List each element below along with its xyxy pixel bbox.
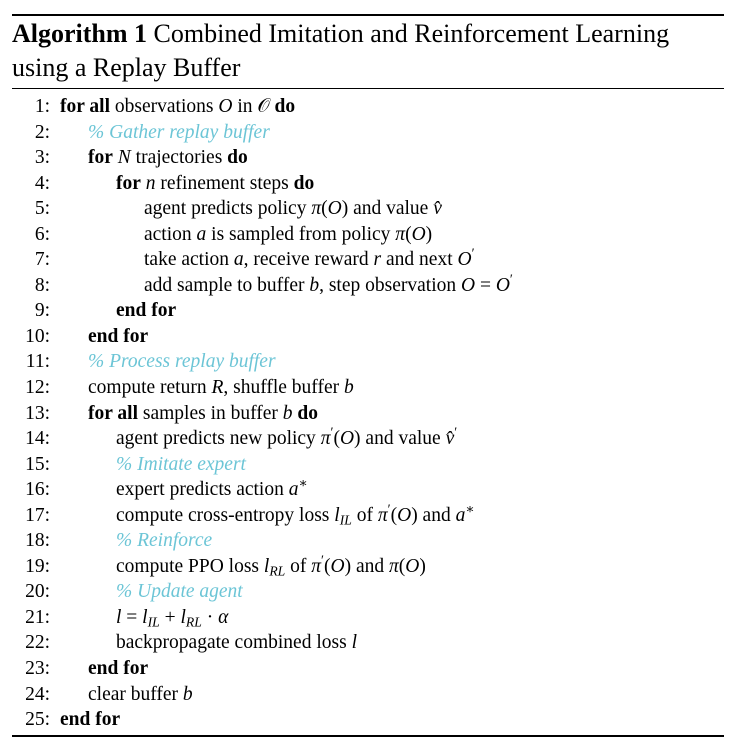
line-text: O (405, 555, 420, 577)
line-text: of (285, 555, 312, 577)
algorithm-line (12, 171, 724, 197)
line-text: compute return (88, 377, 212, 399)
line-text: ( (333, 428, 340, 450)
keyword: end for (88, 325, 149, 347)
line-number: 12: (25, 377, 50, 399)
line-text: is sampled from policy (206, 223, 396, 245)
line-text: compute PPO loss (116, 555, 264, 577)
line-text: π (311, 555, 322, 577)
line-text: clear buffer (88, 683, 183, 705)
line-number: 23: (25, 658, 50, 680)
line-text: ) (419, 555, 426, 577)
algorithm-title: Combined Imitation and Reinforcement Learning using a Replay Buffer (12, 19, 670, 82)
algorithm-line (12, 324, 724, 350)
line-text: O (460, 274, 476, 296)
line-text: add sample to buffer (144, 274, 310, 296)
line-text: O (218, 96, 233, 117)
caption-rule (12, 88, 724, 89)
line-text: π (320, 428, 331, 450)
line-text: ) and (344, 555, 389, 577)
line-number: 8: (34, 274, 50, 296)
line-text: l (116, 606, 122, 628)
line-text: agent predicts new policy (116, 428, 321, 450)
line-number: 11: (25, 351, 50, 373)
keyword: do (293, 172, 315, 194)
line-number: 19: (25, 555, 50, 577)
line-text: refinement steps (155, 172, 294, 194)
line-text: O (411, 223, 426, 245)
line-number: 13: (25, 402, 50, 424)
algorithm-line (12, 196, 724, 222)
line-code (116, 298, 176, 324)
line-text: b (282, 402, 293, 424)
line-text: , step observation (319, 274, 461, 296)
line-text: ′ (454, 424, 458, 440)
line-number: 7: (34, 249, 50, 271)
line-text: v̂ (433, 198, 442, 220)
line-number: 14: (25, 428, 50, 450)
line-text: = (121, 606, 143, 628)
line-code (116, 579, 243, 605)
line-text: a (455, 504, 466, 526)
keyword: for (88, 147, 113, 169)
line-number: 4: (34, 172, 50, 194)
algorithm-line (12, 222, 724, 248)
line-text: + (159, 606, 181, 628)
keyword: do (274, 96, 296, 117)
line-text: take action (144, 249, 234, 271)
line-text: π (395, 223, 406, 245)
line-text: ) (425, 223, 433, 245)
line-code (88, 349, 276, 375)
line-text: ′ (321, 552, 324, 568)
line-text: expert predicts action (116, 479, 289, 501)
line-text: IL (147, 614, 160, 630)
line-text: = (475, 274, 496, 296)
line-text: , shuffle buffer (223, 377, 344, 399)
algorithm-line (12, 528, 724, 554)
line-number: 18: (25, 530, 50, 552)
line-code (144, 222, 432, 248)
line-text: a (288, 479, 299, 501)
line-code (116, 477, 308, 503)
keyword: for (116, 172, 141, 194)
line-number: 5: (34, 198, 50, 220)
keyword: for all (60, 96, 111, 117)
algorithm-label: Algorithm 1 (12, 19, 148, 48)
keyword: do (227, 147, 248, 169)
line-text: O (495, 274, 510, 296)
algorithm-line (12, 579, 724, 605)
line-code (88, 324, 148, 350)
line-number: 21: (25, 606, 50, 628)
line-code (88, 401, 318, 427)
line-text: v̂ (445, 428, 455, 450)
line-text: of (351, 504, 378, 526)
line-text: 𝒪 (257, 96, 270, 117)
line-code (88, 682, 193, 708)
line-code (116, 452, 246, 478)
algorithm-line (12, 145, 724, 171)
algorithm-line (12, 298, 724, 324)
algorithm-line (12, 94, 724, 120)
line-text: ( (321, 198, 328, 220)
line-comment: % Reinforce (116, 530, 213, 552)
line-text: r (373, 249, 382, 271)
line-text: backpropagate combined loss (116, 632, 352, 654)
line-code (116, 503, 475, 529)
line-code (144, 196, 442, 222)
line-number: 20: (25, 581, 50, 603)
line-text: IL (339, 512, 352, 528)
line-text: ( (398, 555, 406, 577)
line-code (60, 707, 120, 733)
line-number: 6: (34, 223, 50, 245)
line-text: and next (381, 249, 458, 271)
line-text: ′ (509, 271, 513, 287)
keyword: end for (60, 709, 121, 731)
algorithm-line (12, 554, 724, 580)
algorithm-line (12, 401, 724, 427)
line-text: O (327, 198, 342, 220)
line-text: π (311, 198, 322, 220)
line-number: 16: (25, 479, 50, 501)
line-code (88, 656, 148, 682)
line-text: agent predicts policy (144, 198, 312, 220)
algorithm-line (12, 503, 724, 529)
line-text: a (196, 223, 207, 245)
bottom-rule (12, 735, 724, 737)
line-number: 10: (25, 325, 50, 347)
line-text: l (180, 606, 186, 628)
line-text: O (457, 249, 472, 271)
line-code (116, 630, 357, 656)
line-text: ∗ (298, 475, 308, 491)
algorithm-body (12, 94, 724, 733)
line-text: b (309, 274, 320, 296)
line-text: O (339, 428, 355, 450)
line-text: l (351, 632, 357, 654)
line-text: observations (110, 96, 219, 117)
algorithm-line (12, 682, 724, 708)
algorithm-line (12, 426, 724, 452)
algorithm-line (12, 273, 724, 299)
line-code (116, 554, 426, 580)
algorithm-line (12, 452, 724, 478)
line-text: ) and value (341, 198, 434, 220)
line-text: ( (390, 504, 398, 526)
line-code (144, 273, 513, 299)
line-code (60, 94, 295, 120)
line-text: RL (185, 614, 202, 630)
line-text: ( (405, 223, 412, 245)
algorithm-line (12, 605, 724, 631)
line-text: l (142, 606, 148, 628)
algorithm-line (12, 477, 724, 503)
line-text: in (232, 96, 258, 117)
algorithm-line (12, 349, 724, 375)
keyword: end for (116, 300, 177, 322)
line-comment: % Process replay buffer (88, 351, 276, 373)
line-comment: % Gather replay buffer (88, 121, 270, 143)
line-text: ′ (471, 245, 475, 261)
line-number: 3: (34, 147, 50, 169)
keyword: do (297, 402, 319, 424)
line-number: 17: (25, 504, 50, 526)
line-number: 2: (34, 121, 50, 143)
line-code (88, 120, 270, 146)
line-text: O (330, 555, 345, 577)
line-text: ′ (330, 424, 334, 440)
line-text: compute cross-entropy loss (116, 504, 335, 526)
line-text: ( (324, 555, 331, 577)
line-text: · (201, 606, 219, 628)
line-comment: % Imitate expert (116, 453, 246, 475)
algorithm-line (12, 120, 724, 146)
keyword: end for (88, 658, 149, 680)
line-number: 15: (25, 453, 50, 475)
algorithm-line (12, 656, 724, 682)
line-text: π (377, 504, 388, 526)
line-text: l (334, 504, 340, 526)
line-text: ) and value (354, 428, 446, 450)
line-number: 9: (34, 300, 50, 322)
line-text: R (211, 377, 224, 399)
line-text: π (389, 555, 399, 577)
line-text: ∗ (465, 501, 475, 517)
line-text: b (182, 683, 193, 705)
algorithm-line (12, 375, 724, 401)
algorithm-line (12, 247, 724, 273)
line-text: trajectories (130, 147, 228, 169)
line-text: ′ (387, 501, 391, 517)
line-text: l (263, 555, 270, 577)
line-code (116, 171, 314, 197)
line-text: RL (269, 563, 286, 579)
line-code (116, 528, 212, 554)
line-text: samples in buffer (138, 402, 283, 424)
keyword: for all (88, 402, 139, 424)
line-text: a (233, 249, 244, 271)
line-text: ) and (411, 504, 456, 526)
line-code (116, 426, 457, 452)
line-code (88, 145, 248, 171)
line-code (116, 605, 228, 631)
line-text: b (343, 377, 354, 399)
line-number: 25: (25, 709, 50, 731)
line-text: O (397, 504, 412, 526)
line-text: α (218, 606, 229, 628)
line-text: N (117, 147, 131, 169)
line-number: 22: (25, 632, 50, 654)
line-text: action (144, 223, 197, 245)
line-number: 24: (25, 683, 50, 705)
algorithm-caption (12, 17, 726, 85)
line-code (88, 375, 354, 401)
algorithm-line (12, 707, 724, 733)
line-text: , receive reward (243, 249, 374, 271)
top-rule (12, 14, 724, 16)
line-comment: % Update agent (116, 581, 243, 603)
line-number: 1: (34, 96, 50, 117)
algorithm-line (12, 630, 724, 656)
line-text: n (145, 172, 156, 194)
line-code (144, 247, 475, 273)
